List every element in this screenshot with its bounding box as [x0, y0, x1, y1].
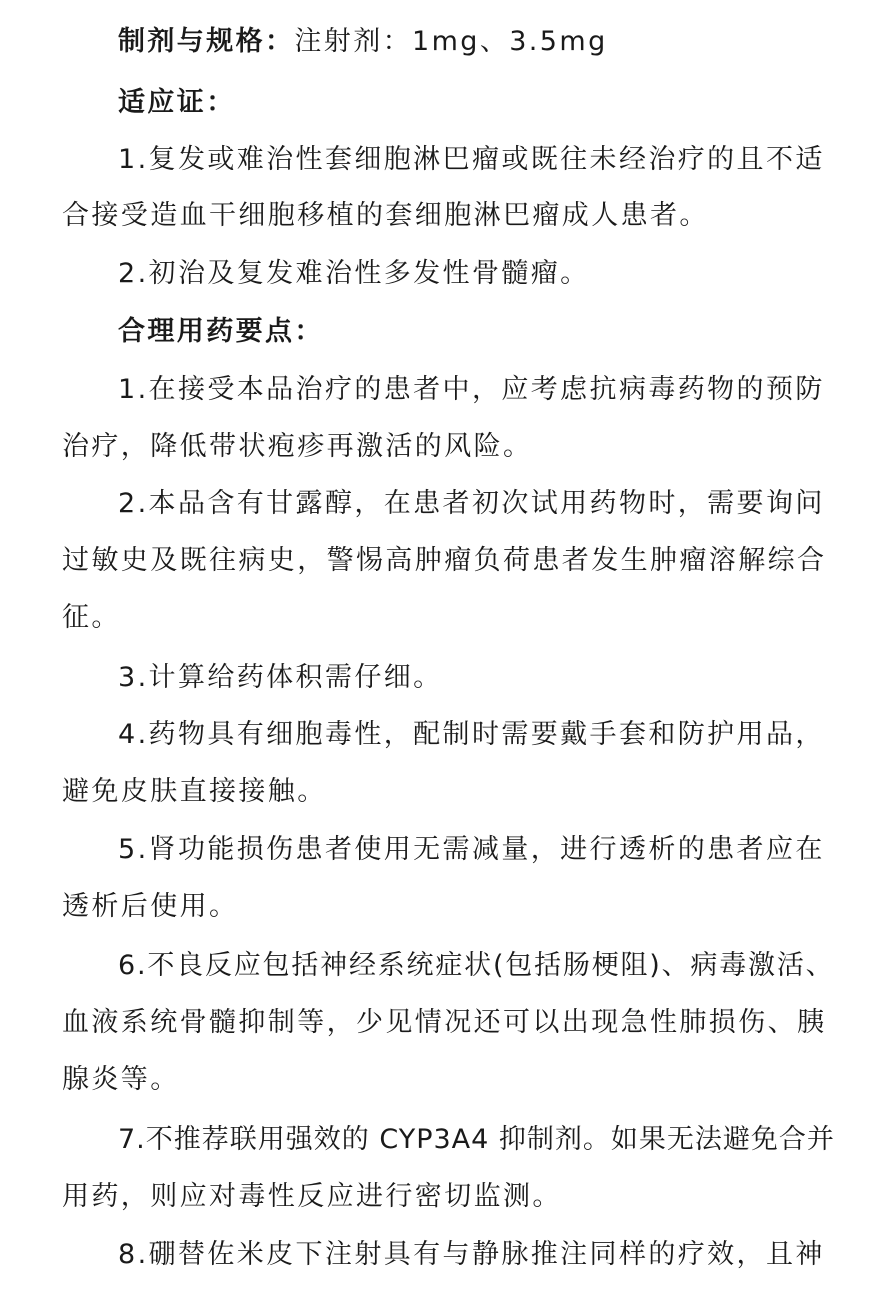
point-5-line-1: 5.肾功能损伤患者使用无需减量，进行透析的患者应在 [118, 834, 825, 865]
point-4-line-2: 避免皮肤直接接触。 [62, 776, 327, 807]
spec-line [118, 26, 608, 58]
point-6-line-3: 腺炎等。 [62, 1064, 180, 1095]
point-5-line-2: 透析后使用。 [62, 891, 239, 922]
point-2-line-3: 征。 [62, 602, 121, 633]
indication-1-line-2: 合接受造血干细胞移植的套细胞淋巴瘤成人患者。 [62, 200, 709, 231]
point-1-line-1: 1.在接受本品治疗的患者中，应考虑抗病毒药物的预防 [118, 374, 825, 405]
point-1-line-2: 治疗，降低带状疱疹再激活的风险。 [62, 431, 533, 462]
point-7-line-2: 用药，则应对毒性反应进行密切监测。 [62, 1181, 562, 1212]
point-8-line-1: 8.硼替佐米皮下注射具有与静脉推注同样的疗效，且神 [118, 1239, 825, 1270]
point-6-line-2: 血液系统骨髓抑制等，少见情况还可以出现急性肺损伤、胰 [62, 1007, 827, 1038]
point-7-line-1: 7.不推荐联用强效的 CYP3A4 抑制剂。如果无法避免合并 [118, 1124, 835, 1155]
point-6-line-1: 6.不良反应包括神经系统症状(包括肠梗阻)、病毒激活、 [118, 950, 835, 981]
indications-heading: 适应证： [118, 87, 236, 118]
point-3: 3.计算给药体积需仔细。 [118, 662, 443, 693]
indication-2: 2.初治及复发难治性多发性骨髓瘤。 [118, 258, 590, 289]
key-points-heading: 合理用药要点： [118, 316, 324, 347]
point-2-line-2: 过敏史及既往病史，警惕高肿瘤负荷患者发生肿瘤溶解综合 [62, 545, 827, 576]
spec-value: 注射剂：1mg、3.5mg [294, 26, 608, 57]
point-2-line-1: 2.本品含有甘露醇，在患者初次试用药物时，需要询问 [118, 488, 825, 519]
point-4-line-1: 4.药物具有细胞毒性，配制时需要戴手套和防护用品， [118, 719, 825, 750]
indication-1-line-1: 1.复发或难治性套细胞淋巴瘤或既往未经治疗的且不适 [118, 144, 825, 175]
spec-label: 制剂与规格： [118, 26, 295, 57]
